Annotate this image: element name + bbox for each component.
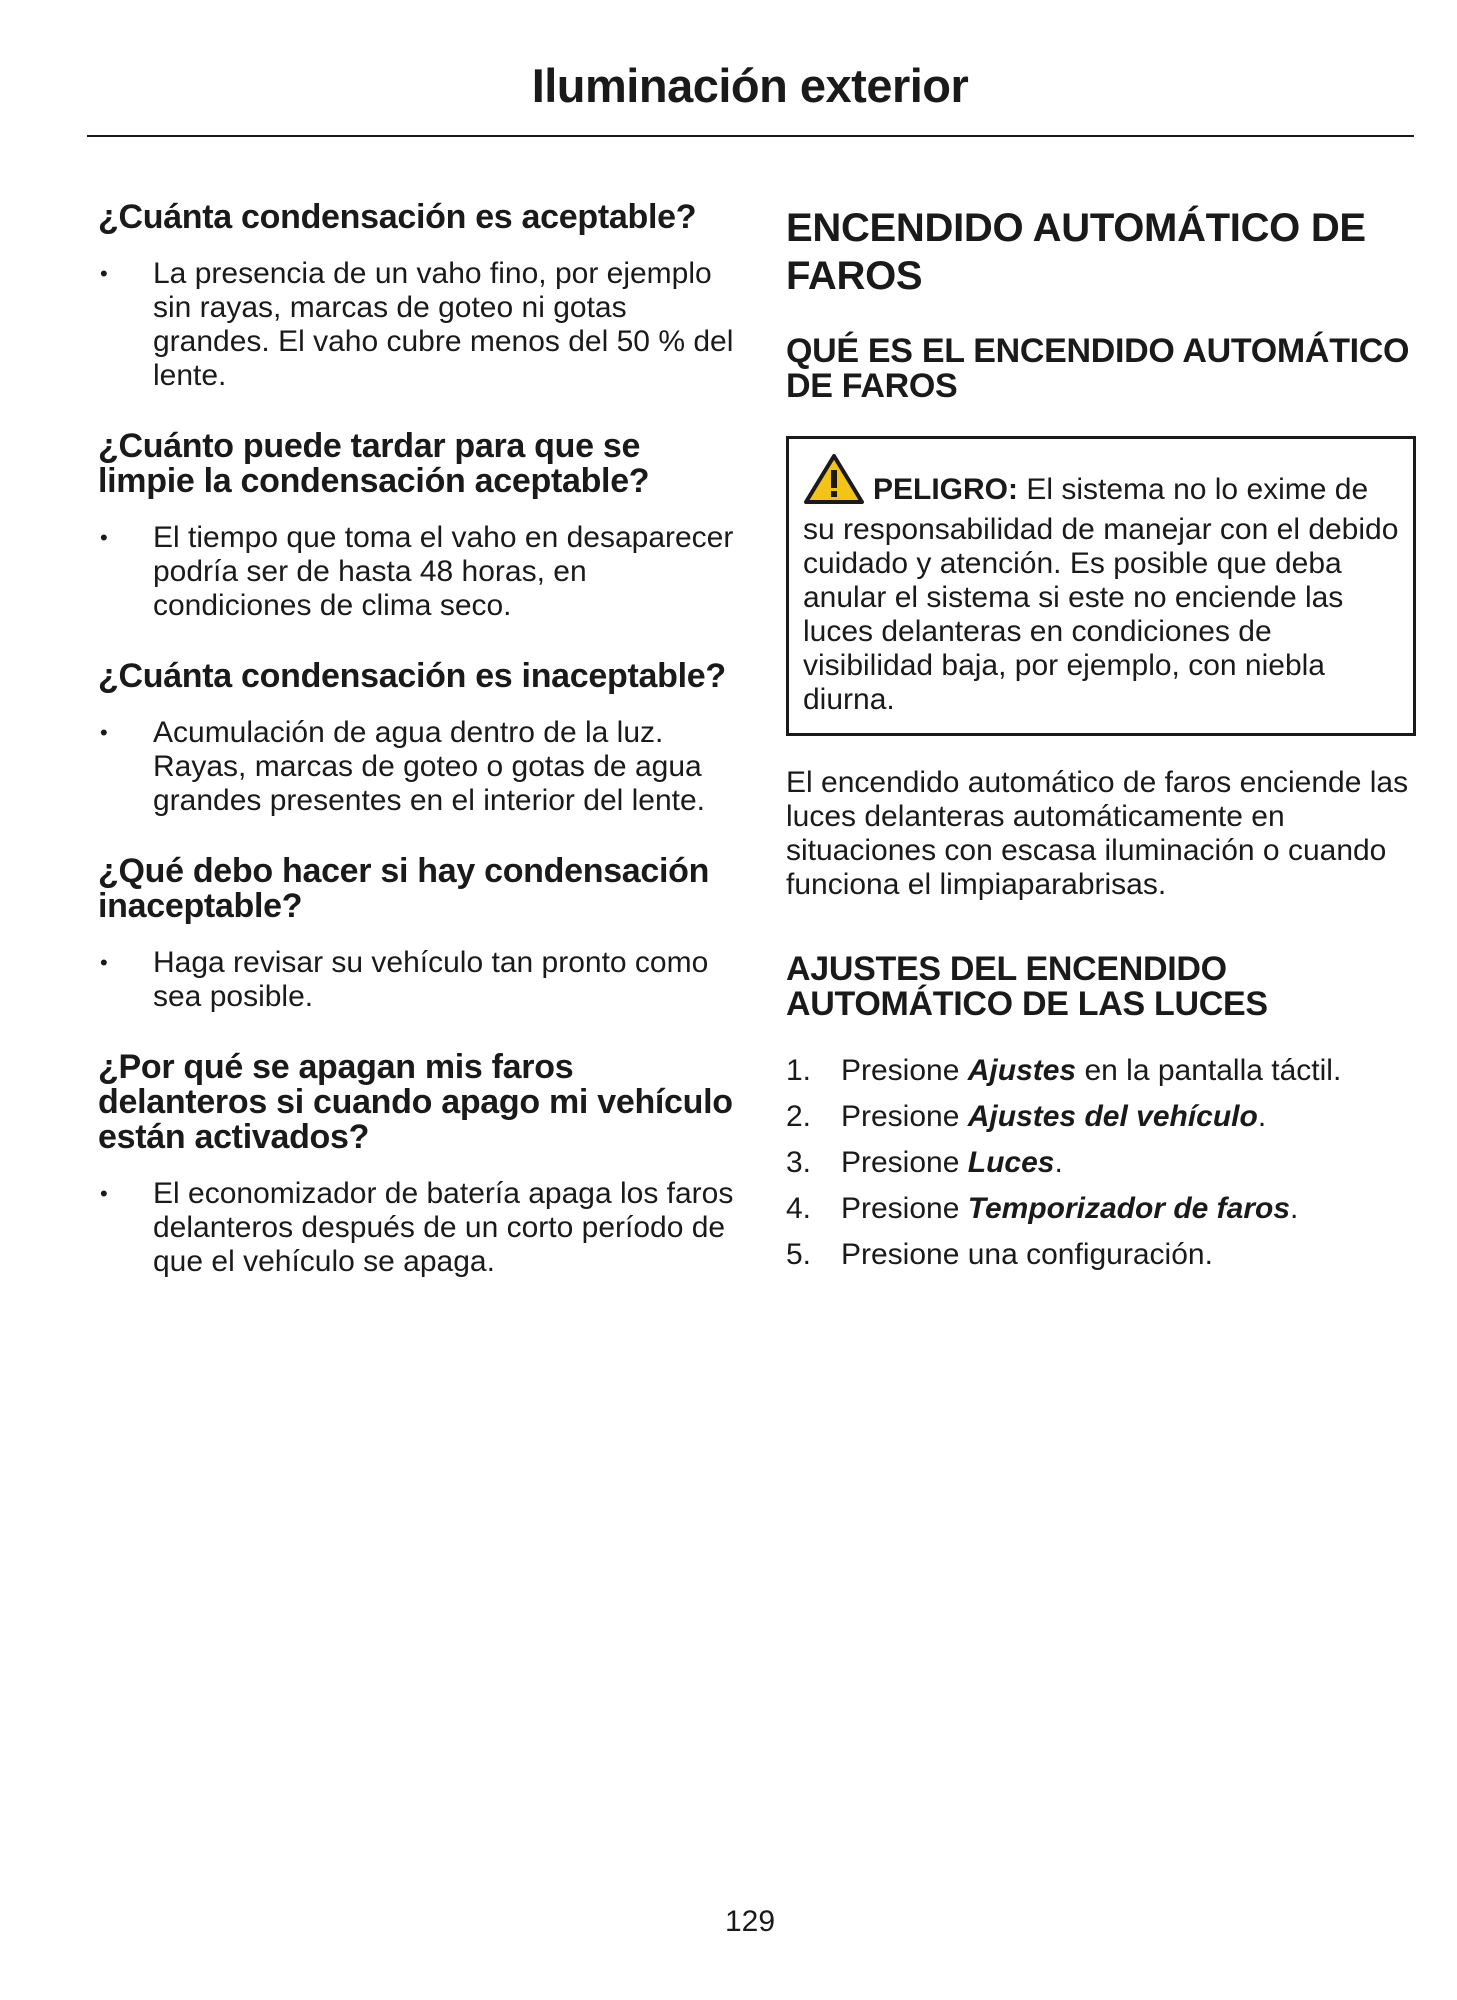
warning-box	[786, 436, 1416, 736]
step-emphasis: Ajustes del vehículo	[967, 1100, 1258, 1133]
bullet-icon: •	[100, 950, 108, 975]
faq-question: ¿Por qué se apagan mis faros delanteros si cuando apago mi vehículo están activados?	[98, 1048, 733, 1156]
step-item	[786, 1238, 1416, 1272]
step-text-end: .	[1290, 1192, 1299, 1225]
bullet-text: El economizador de batería apaga los faros delanteros después de un corto período de que el vehículo se apaga.	[153, 1177, 734, 1278]
step-item	[786, 1146, 1416, 1180]
bullet-icon: •	[100, 1181, 108, 1206]
subsection-title: AJUSTES DEL ENCENDIDO AUTOMÁTICO DE LAS LUCES	[786, 950, 1268, 1023]
bullet-icon: •	[100, 261, 108, 286]
step-number: 4.	[786, 1192, 812, 1225]
bullet-text: El tiempo que toma el vaho en desaparecer podría ser de hasta 48 horas, en condiciones de clima seco.	[153, 521, 734, 622]
step-emphasis: Ajustes	[967, 1054, 1077, 1087]
step-text-end: en la pantalla táctil.	[1076, 1054, 1342, 1087]
subsection-title: QUÉ ES EL ENCENDIDO AUTOMÁTICO DE FAROS	[786, 332, 1410, 405]
bullet-item	[98, 521, 738, 623]
bullet-item	[98, 716, 738, 818]
right-column	[786, 200, 1416, 1284]
steps-list	[786, 1054, 1416, 1272]
bullet-icon: •	[100, 525, 108, 550]
step-number: 5.	[786, 1238, 812, 1271]
step-text: Presione	[841, 1100, 968, 1133]
bullet-item	[98, 1177, 738, 1279]
warning-text: El sistema no lo exime de su responsabilidad de manejar con el debido cuidado y atención. Es posible que deba anular el sistema si este no enciende las luces delanteras en condiciones de visibilidad baja, por ejemplo, con niebla diurna.	[803, 473, 1399, 716]
left-column	[98, 200, 738, 1315]
faq-item	[98, 200, 738, 393]
header-divider	[87, 135, 1414, 137]
page-title: Iluminación exterior	[531, 59, 969, 112]
step-text: Presione	[841, 1054, 968, 1087]
faq-item	[98, 659, 738, 818]
step-text: Presione	[841, 1146, 968, 1179]
bullet-item	[98, 946, 738, 1014]
step-text: Presione	[841, 1192, 968, 1225]
warning-label: PELIGRO:	[873, 473, 1019, 506]
faq-item	[98, 429, 738, 623]
step-item	[786, 1100, 1416, 1134]
faq-question: ¿Qué debo hacer si hay condensación inaceptable?	[98, 852, 710, 925]
step-item	[786, 1192, 1416, 1226]
step-number: 2.	[786, 1100, 812, 1133]
step-emphasis: Luces	[967, 1146, 1055, 1179]
step-number: 3.	[786, 1146, 812, 1179]
bullet-text: La presencia de un vaho fino, por ejemplo sin rayas, marcas de goteo ni gotas grandes. El vaho cubre menos del 50 % del lente.	[153, 257, 734, 392]
faq-item	[98, 854, 738, 1014]
step-item	[786, 1054, 1416, 1088]
bullet-item	[98, 257, 738, 393]
warning-triangle-icon	[803, 453, 865, 513]
faq-question: ¿Cuánta condensación es aceptable?	[98, 198, 697, 236]
faq-question: ¿Cuánto puede tardar para que se limpie la condensación aceptable?	[98, 427, 650, 500]
section-title: ENCENDIDO AUTOMÁTICO DE FAROS	[786, 206, 1366, 298]
step-number: 1.	[786, 1054, 812, 1087]
faq-item	[98, 1050, 738, 1279]
step-text-end: .	[1257, 1100, 1267, 1133]
bullet-text: Haga revisar su vehículo tan pronto como sea posible.	[153, 946, 709, 1013]
faq-question: ¿Cuánta condensación es inaceptable?	[98, 657, 726, 695]
step-text-end: .	[1054, 1146, 1063, 1179]
description-paragraph: El encendido automático de faros enciende las luces delanteras automáticamente en situaciones con escasa iluminación o cuando funciona el limpiaparabrisas.	[786, 766, 1409, 901]
step-text: Presione una configuración.	[841, 1238, 1213, 1271]
bullet-text: Acumulación de agua dentro de la luz. Rayas, marcas de goteo o gotas de agua grandes presentes en el interior del lente.	[153, 716, 706, 817]
step-emphasis: Temporizador de faros	[967, 1192, 1291, 1225]
bullet-icon: •	[100, 720, 108, 745]
page-number: 129	[724, 1905, 776, 1938]
